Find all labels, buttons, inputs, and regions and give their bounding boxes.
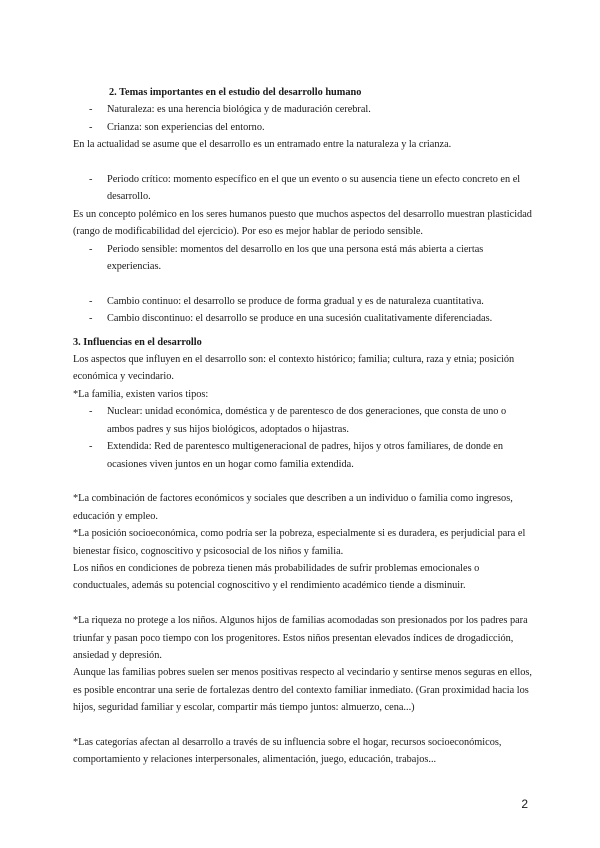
paragraph: En la actualidad se asume que el desarrollo es un entramado entre la naturaleza y la crianza. [73,139,452,151]
paragraph: *La familia, existen varios tipos: [73,388,209,400]
list-item: - Extendida: Red de parentesco multigeneracional de padres, hijos y otros familiares, de donde en ocasiones viven juntos en un hogar como familia extendida. [89,441,504,470]
document-page [73,84,533,769]
paragraph: *Las categorías afectan al desarrollo a través de su influencia sobre el hogar, recursos socioeconómicos, comportamiento y relaciones interpersonales, alimentación, juego, educación, trabajos... [73,736,502,766]
paragraph: *La combinación de factores económicos y sociales que describen a un individuo o familia como ingresos, educación y empleo. [73,493,513,522]
paragraph: *La riqueza no protege a los niños. Algunos hijos de familias acomodadas son presionados por los padres para triunfar y pasan poco tiempo con los progenitores. Estos niños presentan elevados índices de drogadicción, ansiedad y depresión. [73,615,528,661]
section-heading-3: 3. Influencias en el desarrollo [73,336,202,348]
section-heading-2: 2. Temas importantes en el estudio del desarrollo humano [109,87,362,98]
list-item: - Periodo crítico: momento específico en el que un evento o su ausencia tiene un efecto concreto en el desarrollo. [89,174,521,203]
list-item-text: Nuclear: unidad económica, doméstica y de parentesco de dos generaciones, que consta de uno o ambos padres y sus hijos biológicos, adoptados o hijastras. [107,406,507,435]
list-item: - Crianza: son experiencias del entorno. [89,121,265,133]
list-item-text: Extendida: Red de parentesco multigeneracional de padres, hijos y otros familiares, de donde en ocasiones viven juntos en un hogar como familia extendida. [107,441,504,470]
paragraph: Es un concepto polémico en los seres humanos puesto que muchos aspectos del desarrollo muestran plasticidad (rango de modificabilidad del ejercicio). Por eso es mejor hablar de periodo sensible. [73,208,532,238]
list-item: - Cambio continuo: el desarrollo se produce de forma gradual y es de naturaleza cuantitativa. [89,295,484,307]
list-item-text: Cambio discontinuo: el desarrollo se produce en una sucesión cualitativamente diferenciadas. [107,313,493,325]
paragraph: *La posición socioeconómica, como podría ser la pobreza, especialmente si es duradera, es perjudicial para el bienestar físico, cognoscitivo y psicosocial de los niños y familia. [73,528,526,557]
list-item: - Cambio discontinuo: el desarrollo se produce en una sucesión cualitativamente diferenciadas. [89,313,493,325]
list-item: - Nuclear: unidad económica, doméstica y de parentesco de dos generaciones, que consta de uno o ambos padres y sus hijos biológicos, adoptados o hijastras. [89,406,507,435]
list-item: - Naturaleza: es una herencia biológica y de maduración cerebral. [89,104,371,116]
list-item-text: Periodo crítico: momento específico en el que un evento o su ausencia tiene un efecto concreto en el desarrollo. [107,174,521,203]
page-number: 2 [521,797,528,811]
paragraph: Aunque las familias pobres suelen ser menos positivas respecto al vecindario y sentirse menos seguras en ellos, es posible encontrar una serie de fortalezas dentro del contexto familiar inmediato. (Gran proximidad hacia los hijos, seguridad familiar y escolar, compartir más tiempo juntos: almuerzo, cena...) [73,667,532,714]
paragraph: Los aspectos que influyen en el desarrollo son: el contexto histórico; familia; cultura, raza y etnia; posición económica y vecindario. [73,354,515,383]
list-item: - Periodo sensible: momentos del desarrollo en los que una persona está más abierta a ciertas experiencias. [89,243,484,273]
list-item-text: Crianza: son experiencias del entorno. [107,121,265,133]
paragraph: Los niños en condiciones de pobreza tienen más probabilidades de sufrir problemas emocionales o conductuales, además su potencial cognoscitivo y el rendimiento académico tiende a disminuir. [73,562,480,592]
list-item-text: Naturaleza: es una herencia biológica y de maduración cerebral. [107,104,371,116]
list-item-text: Periodo sensible: momentos del desarrollo en los que una persona está más abierta a ciertas experiencias. [107,243,484,273]
list-item-text: Cambio continuo: el desarrollo se produce de forma gradual y es de naturaleza cuantitativa. [107,295,484,307]
